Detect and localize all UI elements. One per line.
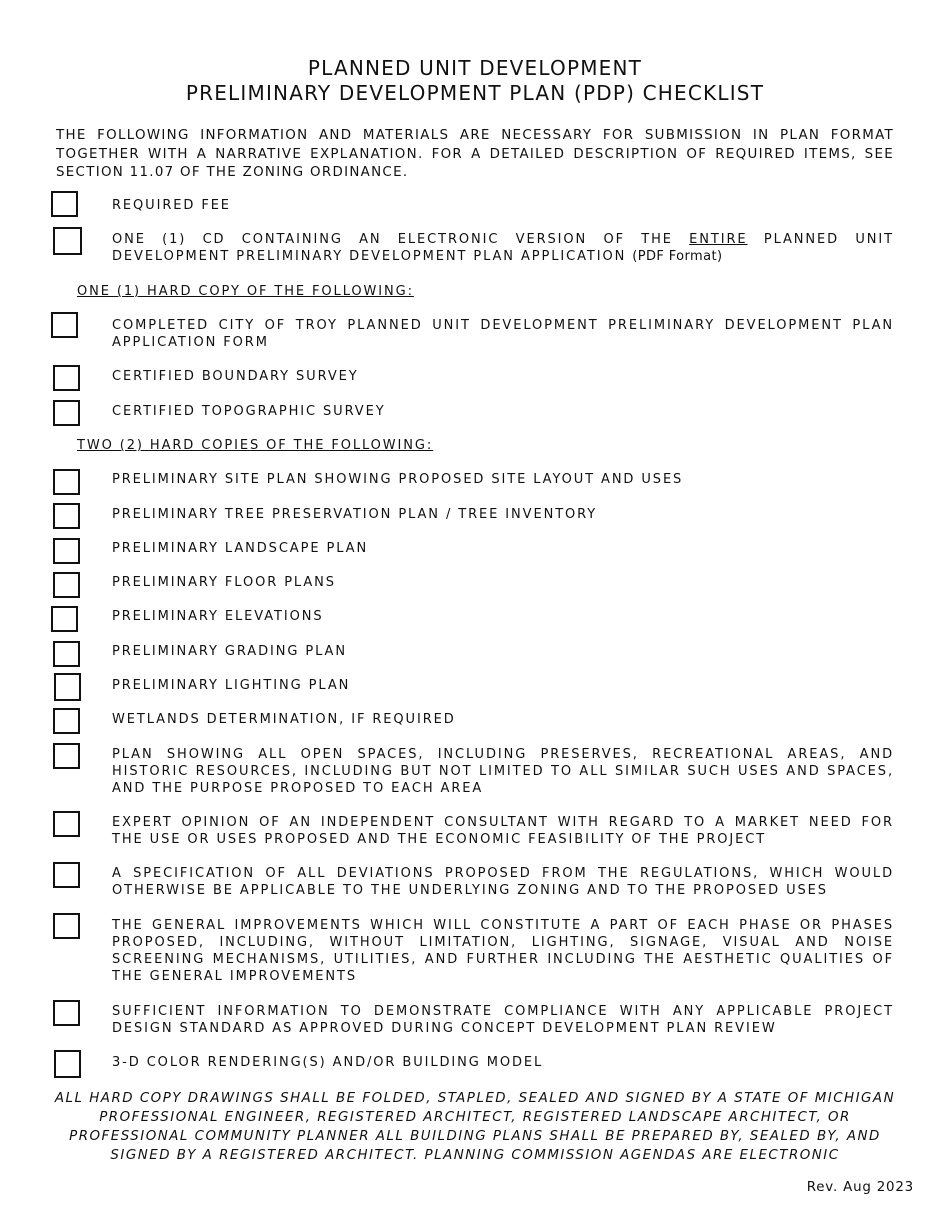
checkbox-tree-plan[interactable] <box>53 503 80 529</box>
item-cd-emphasis: ENTIRE <box>689 232 748 247</box>
footer-note: ALL HARD COPY DRAWINGS SHALL BE FOLDED, STAPLED, SEALED AND SIGNED BY A STATE OF MICHIGAN PROFESSIONAL ENGINEER, REGISTERED ARCHITECT, REGISTERED LANDSCAPE ARCHITECT, OR PROFESSIONAL COMMUNITY PLANNER ALL BUILDING PLANS SHALL BE PREPARED BY, SEALED BY, AND SIGNED BY A REGISTERED ARCHITECT. PLANNING COMMISSION AGENDAS ARE ELECTRONIC <box>54 1091 896 1163</box>
checkbox-grading-plan[interactable] <box>53 641 80 667</box>
item-rendering: 3-D COLOR RENDERING(S) AND/OR BUILDING MODEL <box>112 1055 544 1070</box>
item-deviations: A SPECIFICATION OF ALL DEVIATIONS PROPOSED FROM THE REGULATIONS, WHICH WOULD OTHERWISE BE APPLICABLE TO THE UNDERLYING ZONING AND TO THE PROPOSED USES <box>112 866 894 898</box>
section-heading-one-copy: ONE (1) HARD COPY OF THE FOLLOWING: <box>77 284 414 299</box>
item-compliance: SUFFICIENT INFORMATION TO DEMONSTRATE COMPLIANCE WITH ANY APPLICABLE PROJECT DESIGN STANDARD AS APPROVED DURING CONCEPT DEVELOPMENT PLAN REVIEW <box>112 1004 894 1036</box>
section-heading-two-copies: TWO (2) HARD COPIES OF THE FOLLOWING: <box>77 438 434 453</box>
item-site-plan: PRELIMINARY SITE PLAN SHOWING PROPOSED SITE LAYOUT AND USES <box>112 472 684 487</box>
item-wetlands: WETLANDS DETERMINATION, IF REQUIRED <box>112 712 456 727</box>
item-expert-opinion: EXPERT OPINION OF AN INDEPENDENT CONSULTANT WITH REGARD TO A MARKET NEED FOR THE USE OR USES PROPOSED AND THE ECONOMIC FEASIBILITY OF THE PROJECT <box>112 815 894 847</box>
item-lighting-plan: PRELIMINARY LIGHTING PLAN <box>112 678 351 693</box>
checkbox-topographic-survey[interactable] <box>53 400 80 426</box>
checkbox-expert-opinion[interactable] <box>53 811 80 837</box>
item-landscape-plan: PRELIMINARY LANDSCAPE PLAN <box>112 541 369 556</box>
item-elevations: PRELIMINARY ELEVATIONS <box>112 609 324 624</box>
item-cd-text: ONE (1) CD CONTAINING AN ELECTRONIC VERSION OF THE <box>112 232 690 247</box>
page-subtitle: PRELIMINARY DEVELOPMENT PLAN (PDP) CHECKLIST <box>185 81 765 105</box>
checkbox-cd[interactable] <box>53 227 82 255</box>
checkbox-wetlands[interactable] <box>53 708 80 734</box>
checkbox-site-plan[interactable] <box>53 469 80 495</box>
checkbox-rendering[interactable] <box>54 1050 81 1078</box>
intro-paragraph: THE FOLLOWING INFORMATION AND MATERIALS ARE NECESSARY FOR SUBMISSION IN PLAN FORMAT TOGETHER WITH A NARRATIVE EXPLANATION. FOR A DETAILED DESCRIPTION OF REQUIRED ITEMS, SEE SECTION 11.07 OF THE ZONING ORDINANCE. <box>56 128 894 180</box>
item-floor-plans: PRELIMINARY FLOOR PLANS <box>112 575 336 590</box>
item-grading-plan: PRELIMINARY GRADING PLAN <box>112 644 347 659</box>
checkbox-deviations[interactable] <box>53 862 80 888</box>
item-boundary-survey: CERTIFIED BOUNDARY SURVEY <box>112 369 359 384</box>
item-general-improvements: THE GENERAL IMPROVEMENTS WHICH WILL CONSTITUTE A PART OF EACH PHASE OR PHASES PROPOSED, INCLUDING, WITHOUT LIMITATION, LIGHTING, SIGNAGE, VISUAL AND NOISE SCREENING MECHANISMS, UTILITIES, AND FURTHER INCLUDING THE AESTHETIC QUALITIES OF THE GENERAL IMPROVEMENTS <box>112 918 894 984</box>
item-required-fee: REQUIRED FEE <box>112 198 231 213</box>
checkbox-elevations[interactable] <box>51 606 78 632</box>
checkbox-required-fee[interactable] <box>51 191 78 217</box>
revision-date: Rev. Aug 2023 <box>806 1180 914 1195</box>
item-tree-plan: PRELIMINARY TREE PRESERVATION PLAN / TREE INVENTORY <box>112 507 598 522</box>
item-cd-text-2: PLANNED UNIT DEVELOPMENT PRELIMINARY DEVELOPMENT PLAN APPLICATION <box>112 232 894 264</box>
checkbox-landscape-plan[interactable] <box>53 538 80 564</box>
page-title: PLANNED UNIT DEVELOPMENT <box>307 56 643 80</box>
checkbox-application-form[interactable] <box>51 312 78 338</box>
item-open-spaces: PLAN SHOWING ALL OPEN SPACES, INCLUDING PRESERVES, RECREATIONAL AREAS, AND HISTORIC RESOURCES, INCLUDING BUT NOT LIMITED TO ALL SIMILAR SUCH USES AND SPACES, AND THE PURPOSE PROPOSED TO EACH AREA <box>112 747 894 796</box>
checkbox-compliance[interactable] <box>53 1000 80 1026</box>
item-cd <box>112 231 894 265</box>
checkbox-boundary-survey[interactable] <box>53 365 80 391</box>
checkbox-floor-plans[interactable] <box>53 572 80 598</box>
item-application-form: COMPLETED CITY OF TROY PLANNED UNIT DEVELOPMENT PRELIMINARY DEVELOPMENT PLAN APPLICATION FORM <box>112 318 894 350</box>
checkbox-lighting-plan[interactable] <box>54 673 81 701</box>
item-cd-format: (PDF Format) <box>632 249 723 264</box>
checkbox-general-improvements[interactable] <box>53 913 80 939</box>
item-topographic-survey: CERTIFIED TOPOGRAPHIC SURVEY <box>112 404 386 419</box>
checkbox-open-spaces[interactable] <box>53 743 80 769</box>
